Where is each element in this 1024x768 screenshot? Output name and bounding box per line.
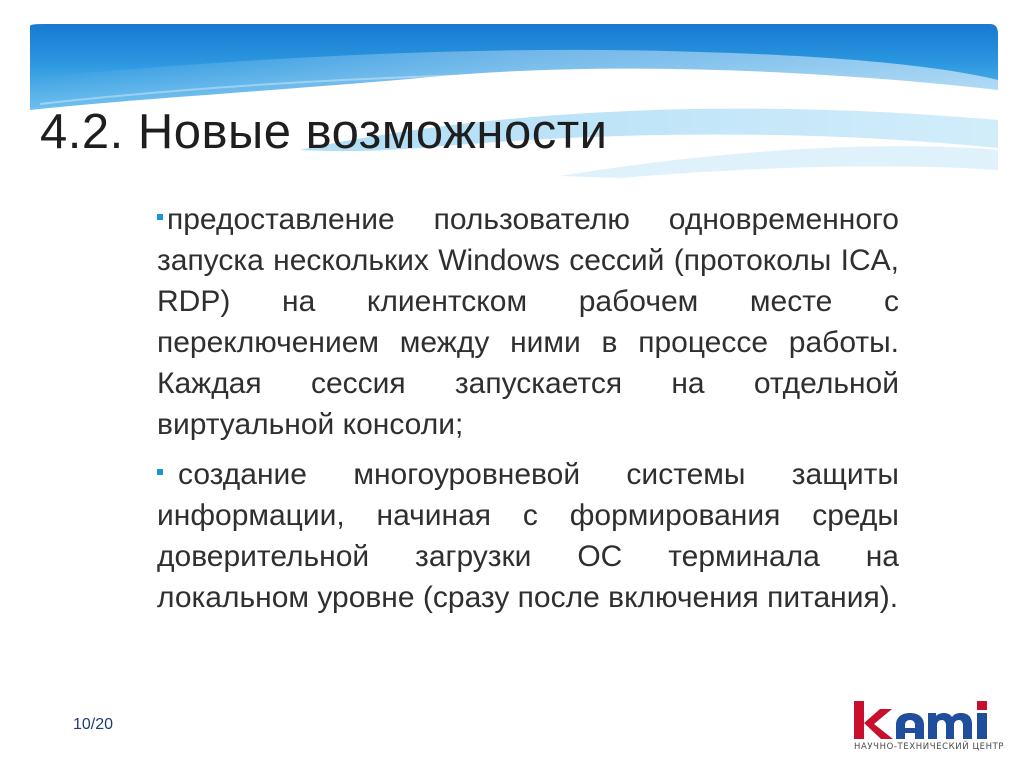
bullet-text: предоставление пользователю одновременного запуска нескольких Windows сессий (протоколы ICA, RDP) на клиентском рабочем месте с переключением между ними в процессе работы. Каждая сессия запускается на отдельной виртуальной консоли; — [157, 203, 899, 441]
bullet-item — [157, 454, 899, 618]
slide-title: 4.2. Новые возможности — [40, 105, 608, 159]
bullet-list — [157, 199, 899, 627]
company-logo — [852, 697, 1005, 757]
square-bullet-icon — [157, 469, 163, 475]
header-wave-banner — [0, 0, 1024, 200]
page-number: 10/20 — [73, 716, 114, 733]
kami-logo-icon — [852, 697, 1000, 741]
bullet-item — [157, 199, 899, 445]
logo-caption: НАУЧНО-ТЕХНИЧЕСКИЙ ЦЕНТР — [854, 742, 1005, 752]
square-bullet-icon — [157, 214, 163, 220]
bullet-text: создание многоуровневой системы защиты информации, начиная с формирования среды доверительной загрузки ОС терминала на локальном уровне (сразу после включения питания). — [157, 458, 899, 614]
